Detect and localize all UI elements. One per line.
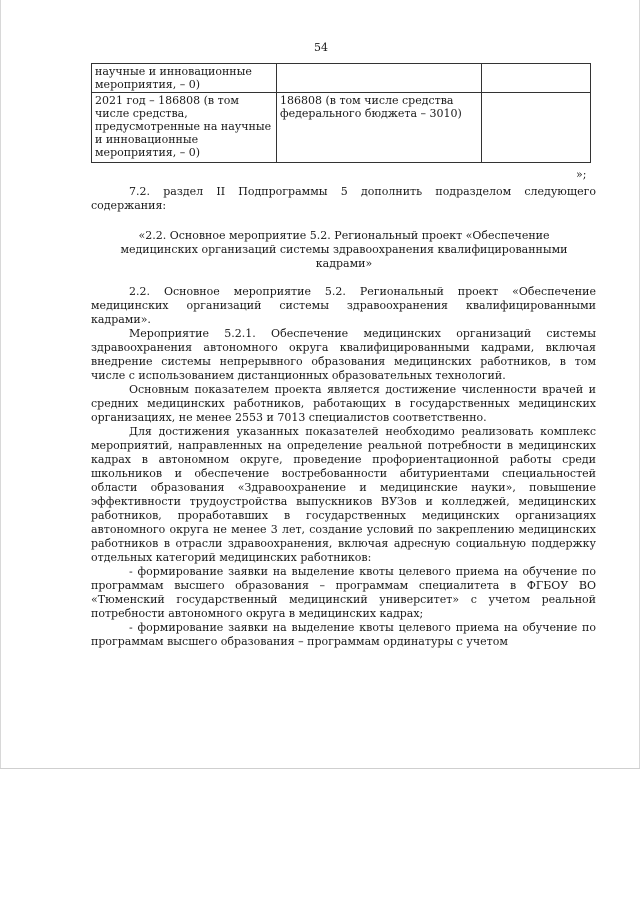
- quote-end-mark: »;: [576, 168, 587, 181]
- paragraph: - формирование заявки на выделение квоты целевого приема на обучение по программам высшего образования – программам специалитета в ФГБОУ ВО «Тюменский государственный медицинский университет» с учетом реальной потребности автономного округа в медицинских кадрах;: [91, 565, 596, 620]
- section-heading: [119, 229, 569, 271]
- table-cell: 186808 (в том числе средства федерального бюджета – 3010): [277, 93, 482, 163]
- table-cell: научные и инновационные мероприятия, – 0): [92, 64, 277, 93]
- paragraph: - формирование заявки на выделение квоты целевого приема на обучение по программам высшего образования – программам ординатуры с учетом: [91, 621, 596, 648]
- paragraph: Основным показателем проекта является достижение численности врачей и средних медицинских работников, работающих в государственных медицинских организациях, не менее 2553 и 7013 специалистов соответственно.: [91, 383, 596, 424]
- page-number: 54: [314, 41, 328, 54]
- heading-text: «2.2. Основное мероприятие 5.2. Региональный проект «Обеспечение медицинских организаций системы здравоохранения квалифицированными кадрами»: [120, 229, 568, 270]
- body-text: [91, 285, 596, 649]
- funding-table: [91, 63, 591, 163]
- table-row: [92, 64, 591, 93]
- paragraph: Для достижения указанных показателей необходимо реализовать комплекс мероприятий, направленных на определение реальной потребности в медицинских кадрах в автономном округе, проведение профориентационной работы среди школьников и обеспечение востребованности абитуриентами специальностей области образования «Здравоохранение и медицинские науки», повышение эффективности трудоустройства выпускников ВУЗов и колледжей, медицинских работников, проработавших в государственных медицинских организациях автономного округа не менее 3 лет, создание условий по закреплению медицинских работников в отрасли здравоохранения, включая адресную социальную поддержку отдельных категорий медицинских работников:: [91, 425, 596, 564]
- table-row: [92, 93, 591, 163]
- intro-paragraph: [91, 185, 596, 213]
- table-cell: [277, 64, 482, 93]
- blank-area: [0, 768, 640, 906]
- table-cell: [482, 93, 591, 163]
- table-cell: 2021 год – 186808 (в том числе средства, предусмотренные на научные и инновационные мероприятия, – 0): [92, 93, 277, 163]
- paragraph: 2.2. Основное мероприятие 5.2. Региональный проект «Обеспечение медицинских организаций системы здравоохранения квалифицированными кадрами».: [91, 285, 596, 326]
- paragraph: Мероприятие 5.2.1. Обеспечение медицинских организаций системы здравоохранения автономного округа квалифицированными кадрами, включая внедрение системы непрерывного образования медицинских работников, в том числе с использованием дистанционных образовательных технологий.: [91, 327, 596, 382]
- paragraph: 7.2. раздел II Подпрограммы 5 дополнить подразделом следующего содержания:: [91, 185, 596, 212]
- table-cell: [482, 64, 591, 93]
